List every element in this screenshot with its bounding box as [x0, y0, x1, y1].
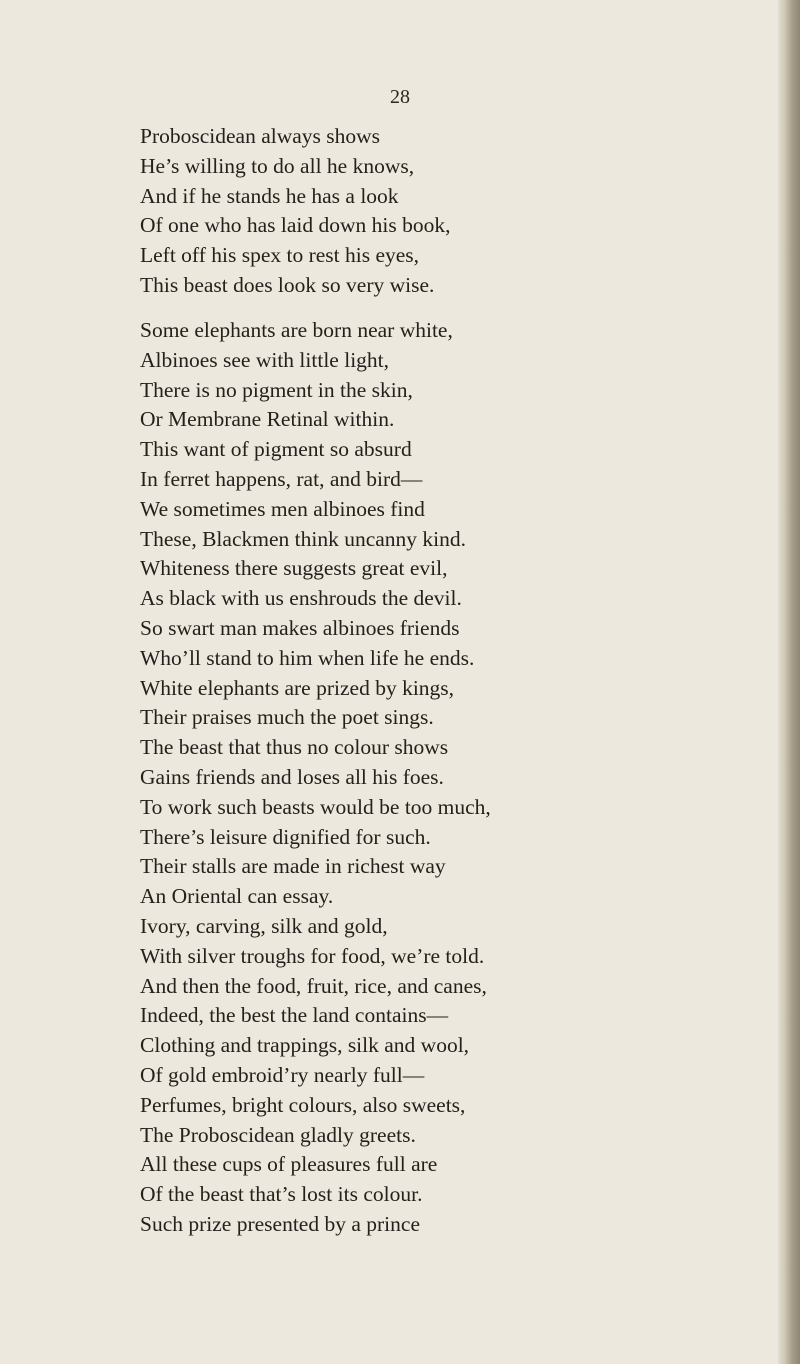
poem-line: As black with us enshrouds the devil. [140, 586, 462, 611]
poem-line: Whiteness there suggests great evil, [140, 556, 448, 581]
poem-line: There’s leisure dignified for such. [140, 824, 431, 849]
poem-line: These, Blackmen think uncanny kind. [140, 526, 467, 551]
poem-line: We sometimes men albinoes find [140, 496, 425, 521]
poem-line: Who’ll stand to him when life he ends. [140, 645, 475, 670]
poem-line: White elephants are prized by kings, [140, 675, 455, 700]
page-gutter-shadow [778, 0, 800, 1364]
poem-line: An Oriental can essay. [140, 884, 334, 909]
page-number: 28 [390, 86, 410, 108]
poem-line: Their praises much the poet sings. [140, 705, 434, 730]
poem-line: Gains friends and loses all his foes. [140, 764, 444, 789]
poem-line: There is no pigment in the skin, [140, 377, 413, 402]
poem-line: All these cups of pleasures full are [140, 1152, 438, 1177]
poem-line: In ferret happens, rat, and bird— [140, 466, 423, 491]
poem-line: Indeed, the best the land contains— [140, 1003, 449, 1028]
poem-line: Some elephants are born near white, [140, 318, 453, 342]
poem-line: Albinoes see with little light, [140, 347, 390, 372]
poem-line: Ivory, carving, silk and gold, [140, 913, 388, 938]
poem-line: This beast does look so very wise. [140, 272, 435, 297]
poem-line: Of the beast that’s lost its colour. [140, 1182, 423, 1207]
poem-line: Or Membrane Retinal within. [140, 407, 395, 432]
poem-line: Such prize presented by a prince [140, 1211, 420, 1236]
poem-line: This want of pigment so absurd [140, 437, 412, 462]
poem-line: And if he stands he has a look [140, 183, 399, 208]
poem-line: With silver troughs for food, we’re told. [140, 943, 485, 968]
poem-line: To work such beasts would be too much, [140, 794, 491, 819]
poem-stanza-2 [140, 316, 491, 1240]
poem-line: And then the food, fruit, rice, and canes, [140, 973, 487, 998]
poem-line: Clothing and trappings, silk and wool, [140, 1033, 470, 1058]
poem-line: Of one who has laid down his book, [140, 213, 451, 238]
poem-stanza-1 [140, 122, 451, 301]
poem-line: So swart man makes albinoes friends [140, 615, 460, 640]
poem-line: The beast that thus no colour shows [140, 735, 449, 760]
poem-line: Their stalls are made in richest way [140, 854, 446, 879]
poem-line: Proboscidean always shows [140, 124, 381, 148]
poem-line: Of gold embroid’ry nearly full— [140, 1062, 425, 1087]
poem-line: The Proboscidean gladly greets. [140, 1122, 416, 1147]
poem-line: Perfumes, bright colours, also sweets, [140, 1092, 466, 1117]
poem-line: He’s willing to do all he knows, [140, 153, 415, 178]
poem-line: Left off his spex to rest his eyes, [140, 243, 420, 268]
